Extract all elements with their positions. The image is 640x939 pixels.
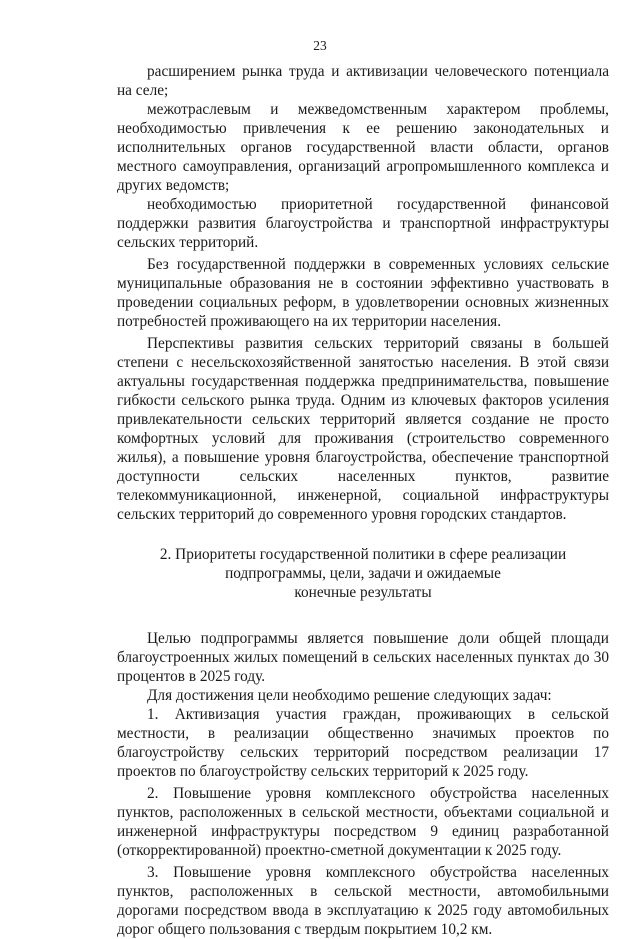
paragraph-task-3: 3. Повышение уровня комплексного обустройства населенных пунктов, расположенных в сельской местности, автомобильными дорогами посредством ввода в эксплуатацию к 2025 году автомобильных дорог общего пользования с твердым покрытием 10,2 км. bbox=[117, 864, 609, 938]
section-heading bbox=[117, 545, 609, 602]
paragraph-financial-support: необходимостью приоритетной государственной финансовой поддержки развития благоустройства и транспортной инфраструктуры сельских территорий. bbox=[117, 196, 609, 251]
section-heading-line: подпрограммы, цели, задачи и ожидаемые bbox=[225, 565, 501, 582]
paragraph-perspectives: Перспективы развития сельских территорий связаны в большей степени с несельскохозяйственной занятостью населения. В этой связи актуальны государственная поддержка предпринимательства, повышение гибкости сельского рынка труда. Одним из ключевых факторов усиления привлекательности сельских территорий является создание не просто комфортных условий для проживания (строительство современного жилья), а повышение уровня благоустройства, обеспечение транспортной доступности сельских населенных пунктов, развитие телекоммуникационной, инженерной, социальной инфраструктуры сельских территорий до современного уровня городских стандартов. bbox=[117, 335, 609, 523]
paragraph-task-2: 2. Повышение уровня комплексного обустройства населенных пунктов, расположенных в сельской местности, объектами социальной и инженерной инфраструктуры посредством 9 единиц разработанной (откорректированной) проектно-сметной документации к 2025 году. bbox=[117, 785, 609, 859]
paragraph-interagency: межотраслевым и межведомственным характером проблемы, необходимостью привлечения к ее решению законодательных и исполнительных органов государственной власти области, органов местного самоуправления, организаций агропромышленного комплекса и других ведомств; bbox=[117, 101, 609, 194]
section-heading-line: конечные результаты bbox=[294, 584, 432, 601]
paragraph-task-1: 1. Активизация участия граждан, проживающих в сельской местности, в реализации общественно значимых проектов по благоустройству сельских территорий посредством реализации 17 проектов по благоустройству сельских территорий к 2025 году. bbox=[117, 706, 609, 780]
paragraph-labor-market: расширением рынка труда и активизации человеческого потенциала на селе; bbox=[117, 63, 609, 99]
paragraph-state-support: Без государственной поддержки в современных условиях сельские муниципальные образования не в состоянии эффективно участвовать в проведении социальных реформ, в удовлетворении основных жизненных потребностей проживающего на их территории населения. bbox=[117, 256, 609, 330]
section-heading-line: 2. Приоритеты государственной политики в сфере реализации bbox=[159, 546, 567, 563]
page-number: 23 bbox=[313, 38, 327, 53]
document-body bbox=[117, 62, 609, 939]
paragraph-tasks-intro: Для достижения цели необходимо решение следующих задач: bbox=[147, 687, 552, 704]
paragraph-goal: Целью подпрограммы является повышение доли общей площади благоустроенных жилых помещений в сельских населенных пунктах до 30 процентов в 2025 году. bbox=[117, 630, 609, 685]
